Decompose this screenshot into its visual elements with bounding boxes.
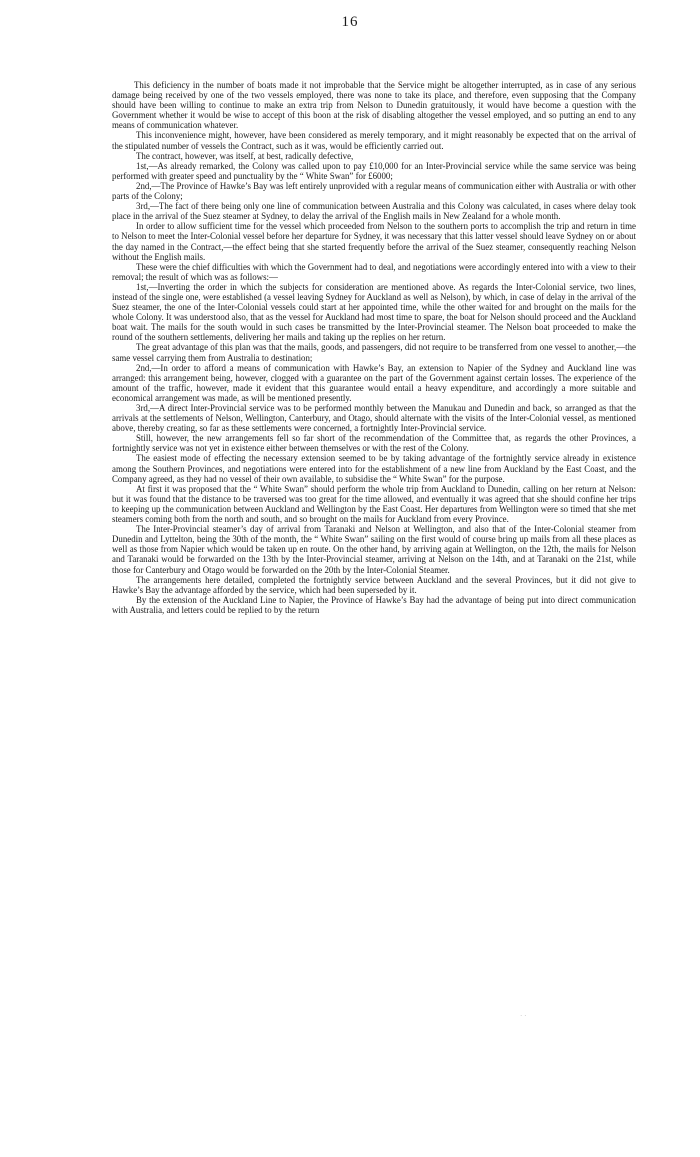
- paragraph: 3rd,—A direct Inter-Provincial service was to be performed monthly between the Manukau and Dunedin and back, so arranged as that the arrivals at the settlements of Nelson, Wellington, Canterbury, and Otago, should alternate with the visits of the Inter-Colonial vessel, as mentioned above, thereby creating, so far as these settlements were concerned, a fortnightly Inter-Provincial service.: [112, 403, 636, 434]
- paragraph: This inconvenience might, however, have been considered as merely temporary, and it might reasonably be expected that on the arrival of the stipulated number of vessels the Contract, such as it was, would be efficiently carried out.: [112, 130, 636, 151]
- paragraph: The great advantage of this plan was that the mails, goods, and passengers, did not require to be transferred from one vessel to another,—the same vessel carrying them from Australia to destination;: [112, 342, 636, 363]
- paragraph: By the extension of the Auckland Line to Napier, the Province of Hawke’s Bay had the advantage of being put into direct communication with Australia, and letters could be replied to by the return: [112, 594, 636, 615]
- body-text: [112, 80, 636, 615]
- paragraph: The Inter-Provincial steamer’s day of arrival from Taranaki and Nelson at Wellington, and also that of the Inter-Colonial steamer from Dunedin and Lyttelton, being the 30th of the month, the “ White Swan” sailing on the first would of course bring up mails from all these places as well as those from Napier which would be taken up en route. On the other hand, by arriving again at Wellington, on the 12th, the mails for Nelson and Taranaki would be forwarded on the 13th by the Inter-Provincial steamer, arriving at Nelson on the 14th, and at Taranaki on the 21st, while those for Canterbury and Otago would be forwarded on the 20th by the Inter-Colonial Steamer.: [112, 524, 636, 575]
- scan-speck: · ·: [520, 1012, 527, 1020]
- paragraph: 1st,—Inverting the order in which the subjects for consideration are mentioned above. As regards the Inter-Colonial service, two lines, instead of the single one, were established (a vessel leaving Sydney for Auckland as well as Nelson), by which, in case of delay in the arrival of the Suez steamer, the one of the Inter-Colonial vessels could start at her appointed time, while the other waited for and brought on the mails for the whole Colony. It was understood also, that as the vessel for Auckland had most time to spare, the boat for Nelson should proceed and the Auckland boat wait. The mails for the south would in such cases be transmitted by the Inter-Provincial steamer. The Nelson boat proceeded to make the round of the southern settlements, delivering her mails and taking up the replies on her return.: [112, 281, 636, 343]
- paragraph: 3rd,—The fact of there being only one line of communication between Australia and this Colony was calculated, in cases where delay took place in the arrival of the Suez steamer at Sydney, to delay the arrival of the English mails in New Zealand for a whole month.: [112, 201, 636, 222]
- paragraph: The contract, however, was itself, at best, radically defective,: [136, 150, 354, 161]
- paragraph: This deficiency in the number of boats made it not improbable that the Service might be altogether interrupted, as in case of any serious damage being received by one of the two vessels employed, there was none to take its place, and therefore, even supposing that the Company should have been willing to continue to make an extra trip from Nelson to Dunedin gratuitously, it would have become a question with the Government whether it would be wise to accept of this boon at the risk of disabling altogether the vessel employed, and so putting an end to any means of communication whatever.: [112, 80, 636, 131]
- paragraph: In order to allow sufficient time for the vessel which proceeded from Nelson to the southern ports to accomplish the trip and return in time to Nelson to meet the Inter-Colonial vessel before her departure for Sydney, it was necessary that this latter vessel should leave Sydney on or about the day named in the Contract,—the effect being that she started frequently before the arrival of the Suez steamer, consequently reaching Nelson without the English mails.: [112, 221, 636, 262]
- paragraph: Still, however, the new arrangements fell so far short of the recommendation of the Committee that, as regards the other Provinces, a fortnightly service was not yet in existence either between themselves or with the rest of the Colony.: [112, 433, 636, 454]
- paragraph: At first it was proposed that the “ White Swan” should perform the whole trip from Auckland to Dunedin, calling on her return at Nelson: but it was found that the distance to be traversed was too great for the time allowed, and eventually it was agreed that she should confine her trips to keeping up the communication between Auckland and Wellington by the East Coast. Her departures from Wellington were so timed that she met steamers coming both from the north and south, and so brought on the mails for Auckland from every Province.: [112, 483, 636, 525]
- paragraph: These were the chief difficulties with which the Government had to deal, and negotiations were accordingly entered into with a view to their removal; the result of which was as follows:—: [112, 261, 636, 282]
- paragraph: The easiest mode of effecting the necessary extension seemed to be by taking advantage of the fortnightly service already in existence among the Southern Provinces, and negotiations were entered into for the establishment of a new line from Auckland by the East Coast, and the Company agreed, as they had no vessel of their own available, to subsidise the “ White Swan” for the purpose.: [112, 453, 636, 484]
- paragraph: The arrangements here detailed, completed the fortnightly service between Auckland and the several Provinces, but it did not give to Hawke’s Bay the advantage afforded by the service, which had been superseded by it.: [112, 574, 636, 595]
- paragraph: 2nd,—In order to afford a means of communication with Hawke’s Bay, an extension to Napier of the Sydney and Auckland line was arranged: this arrangement being, however, clogged with a guarantee on the part of the Government against certain losses. The experience of the amount of the traffic, however, made it evident that this guarantee would entail a heavy expenditure, and accordingly a more suitable and economical arrangement was made, as will be mentioned presently.: [112, 362, 636, 403]
- paragraph: 1st,—As already remarked, the Colony was called upon to pay £10,000 for an Inter-Provincial service while the same service was being performed with greater speed and punctuality by the “ White Swan” for £6000;: [112, 160, 636, 181]
- paragraph: 2nd,—The Province of Hawke’s Bay was left entirely unprovided with a regular means of communication either with Australia or with other parts of the Colony;: [112, 180, 636, 202]
- page-number: 16: [341, 14, 359, 30]
